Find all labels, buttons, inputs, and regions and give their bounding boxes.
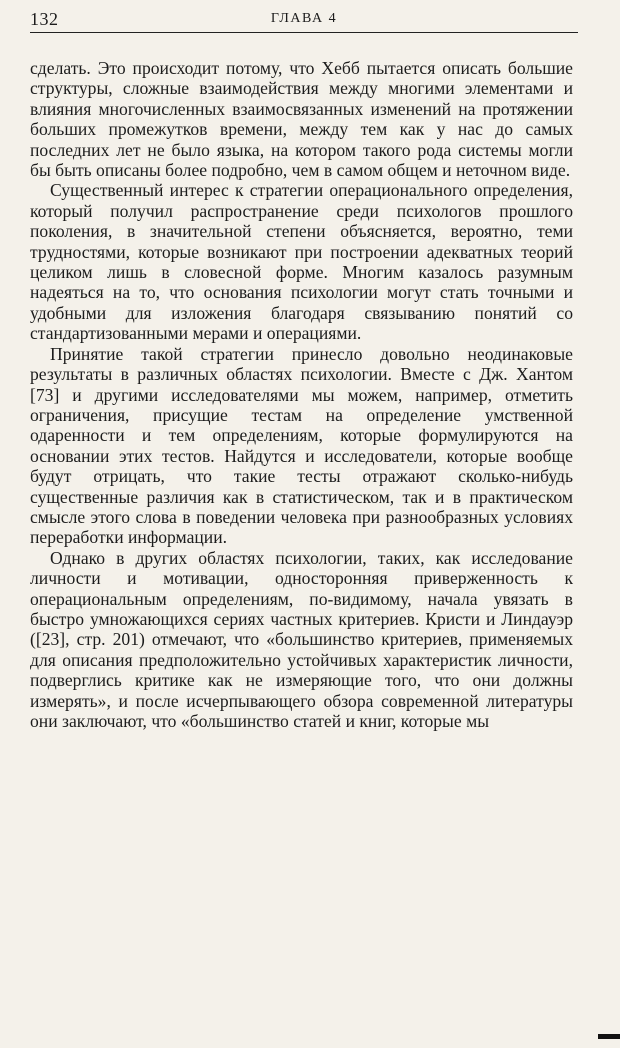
paragraph-continuation: сделать. Это происходит потому, что Хебб пытается описать большие структуры, сложные взаимодействия между многими элементами и влияния многочисленных взаимосвязанных изменений на протяжении больших промежутков времени, между тем как у нас до самых последних лет не было языка, на котором такого рода системы могли бы быть описаны более подробно, чем в самом общем и неточном виде. xyxy=(30,58,573,181)
paragraph: Однако в других областях психологии, таких, как исследование личности и мотивации, односторонняя приверженность к операциональным определениям, по-видимому, начала увязать в быстро умножающихся сериях частных критериев. Кристи и Линдауэр ([23], стр. 201) отмечают, что «большинство критериев, применяемых для описания предположительно устойчивых характеристик личности, подверглись критике как не измеряющие того, что они должны измерять», и после исчерпывающего обзора современной литературы они заключают, что «большинство статей и книг, которые мы xyxy=(30,547,573,731)
paragraph: Существенный интерес к стратегии операционального определения, который получил распространение среди психологов прошлого поколения, в значительной степени объясняется, вероятно, теми трудностями, которые возникают при построении адекватных теорий целиком лишь в словесной форме. Многим казалось разумным надеяться на то, что основания психологии могут стать точными и удобными для изложения благодаря связыванию понятий со стандартизованными мерами и операциями. xyxy=(30,180,573,344)
page-header xyxy=(30,6,578,33)
running-head: ГЛАВА 4 xyxy=(270,11,338,26)
scan-edge-mark xyxy=(598,1034,620,1039)
body-text xyxy=(30,58,573,731)
paragraph: Принятие такой стратегии принесло довольно неодинаковые результаты в различных областях психологии. Вместе с Дж. Хантом [73] и другими исследователями мы можем, например, отметить ограничения, присущие тестам на определение умственной одаренности и тем определениям, которые формулируются на основании этих тестов. Найдутся и исследователи, которые вообще будут отрицать, что такие тесты отражают сколько-нибудь существенные различия как в статистическом, так и в практическом смысле этого слова в поведении человека при разнообразных условиях переработки информации. xyxy=(30,343,573,548)
page-number: 132 xyxy=(30,9,59,29)
